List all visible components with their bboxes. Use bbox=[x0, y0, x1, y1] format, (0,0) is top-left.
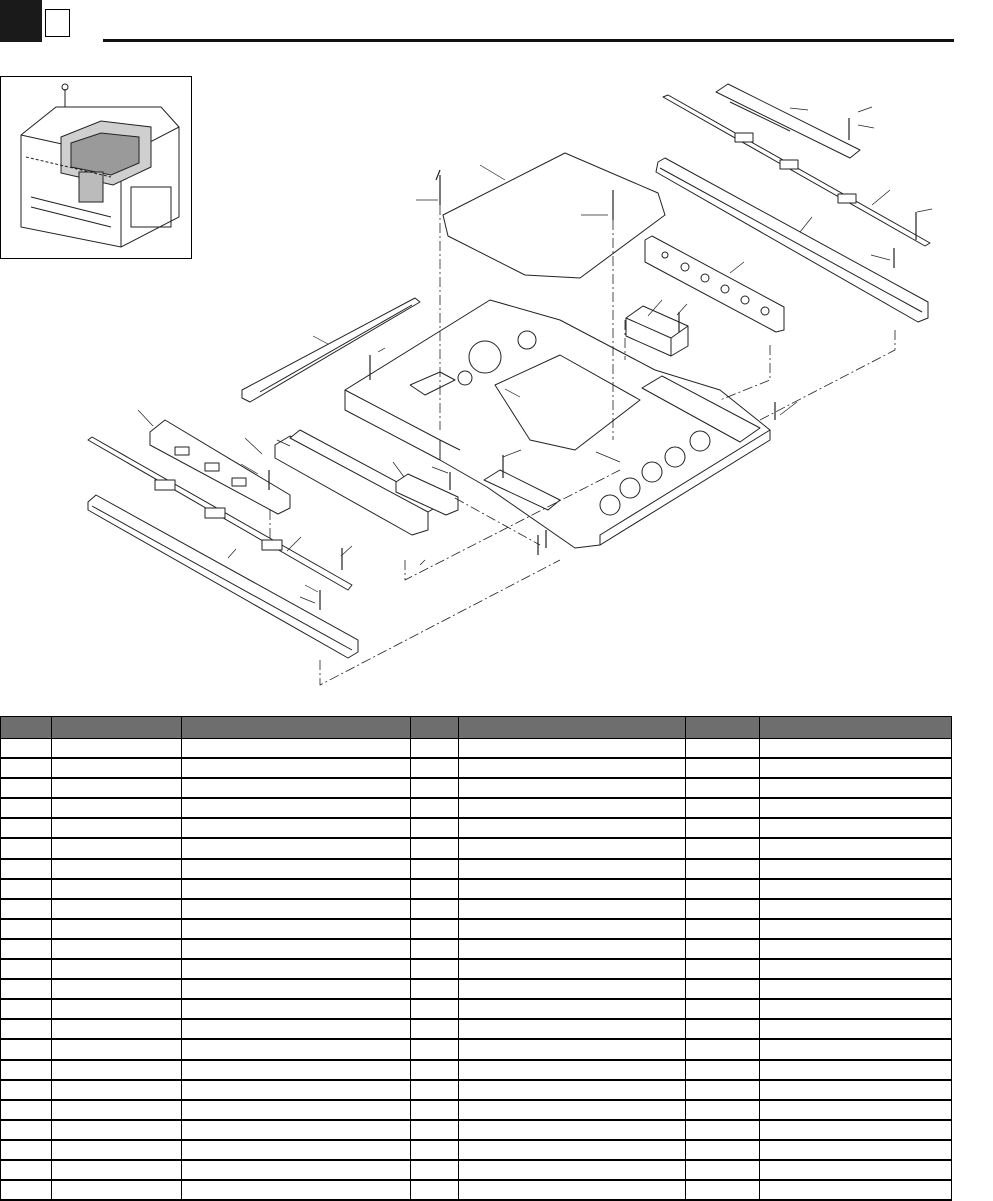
table-cell bbox=[686, 818, 760, 838]
table-cell bbox=[459, 778, 686, 798]
table-cell bbox=[459, 959, 686, 979]
table-cell bbox=[52, 1120, 182, 1140]
table-cell bbox=[760, 1180, 952, 1200]
table-cell bbox=[459, 859, 686, 879]
left-lower-rail bbox=[88, 495, 358, 658]
table-cell bbox=[760, 1100, 952, 1120]
table-cell bbox=[760, 1080, 952, 1100]
table-cell bbox=[411, 899, 459, 919]
column-header bbox=[411, 717, 459, 739]
table-cell bbox=[1, 739, 52, 759]
table-row bbox=[1, 1100, 952, 1120]
table-row bbox=[1, 1039, 952, 1059]
table-cell bbox=[1, 1180, 52, 1200]
table-cell bbox=[760, 899, 952, 919]
table-cell bbox=[459, 798, 686, 818]
table-cell bbox=[52, 778, 182, 798]
parts-table-header bbox=[1, 717, 952, 739]
table-cell bbox=[1, 1019, 52, 1039]
table-cell bbox=[52, 1160, 182, 1180]
table-cell bbox=[1, 979, 52, 999]
table-cell bbox=[182, 778, 411, 798]
table-cell bbox=[686, 798, 760, 818]
table-cell bbox=[686, 979, 760, 999]
table-cell bbox=[1, 1120, 52, 1140]
table-cell bbox=[459, 1039, 686, 1059]
table-cell bbox=[1, 1080, 52, 1100]
table-cell bbox=[182, 879, 411, 899]
column-header bbox=[52, 717, 182, 739]
table-cell bbox=[52, 999, 182, 1019]
table-cell bbox=[459, 939, 686, 959]
table-cell bbox=[686, 1019, 760, 1039]
table-row bbox=[1, 758, 952, 778]
table-cell bbox=[182, 899, 411, 919]
table-row bbox=[1, 798, 952, 818]
table-cell bbox=[1, 999, 52, 1019]
table-row bbox=[1, 859, 952, 879]
table-cell bbox=[52, 1039, 182, 1059]
table-cell bbox=[52, 879, 182, 899]
table-cell bbox=[760, 1140, 952, 1160]
table-row bbox=[1, 919, 952, 939]
table-cell bbox=[686, 939, 760, 959]
table-cell bbox=[459, 919, 686, 939]
column-header bbox=[760, 717, 952, 739]
column-header bbox=[182, 717, 411, 739]
table-cell bbox=[1, 758, 52, 778]
table-cell bbox=[760, 879, 952, 899]
table-row bbox=[1, 1160, 952, 1180]
table-cell bbox=[686, 1100, 760, 1120]
table-row bbox=[1, 1120, 952, 1140]
table-cell bbox=[411, 1100, 459, 1120]
column-header bbox=[686, 717, 760, 739]
table-cell bbox=[182, 859, 411, 879]
table-cell bbox=[411, 1060, 459, 1080]
table-cell bbox=[411, 1180, 459, 1200]
table-cell bbox=[411, 939, 459, 959]
table-row bbox=[1, 1080, 952, 1100]
table-cell bbox=[52, 1140, 182, 1160]
table-cell bbox=[760, 959, 952, 979]
table-cell bbox=[52, 959, 182, 979]
table-cell bbox=[411, 999, 459, 1019]
table-cell bbox=[182, 1019, 411, 1039]
table-cell bbox=[182, 798, 411, 818]
table-cell bbox=[182, 1160, 411, 1180]
table-cell bbox=[459, 1019, 686, 1039]
table-cell bbox=[411, 798, 459, 818]
table-cell bbox=[52, 798, 182, 818]
table-cell bbox=[760, 1120, 952, 1140]
table-cell bbox=[182, 1140, 411, 1160]
table-cell bbox=[686, 899, 760, 919]
parts-list-table bbox=[0, 716, 952, 1201]
table-cell bbox=[52, 939, 182, 959]
table-cell bbox=[411, 778, 459, 798]
table-cell bbox=[411, 1039, 459, 1059]
table-row bbox=[1, 959, 952, 979]
table-cell bbox=[52, 979, 182, 999]
table-cell bbox=[459, 818, 686, 838]
table-cell bbox=[1, 1060, 52, 1080]
top-cover-plate bbox=[443, 153, 665, 278]
table-cell bbox=[1, 798, 52, 818]
table-row bbox=[1, 939, 952, 959]
table-cell bbox=[52, 1080, 182, 1100]
table-cell bbox=[760, 1019, 952, 1039]
table-cell bbox=[182, 758, 411, 778]
table-row bbox=[1, 1180, 952, 1200]
table-cell bbox=[52, 859, 182, 879]
table-cell bbox=[686, 739, 760, 759]
table-cell bbox=[459, 979, 686, 999]
table-cell bbox=[686, 1160, 760, 1180]
table-row bbox=[1, 1140, 952, 1160]
table-cell bbox=[686, 859, 760, 879]
table-cell bbox=[411, 1019, 459, 1039]
table-row bbox=[1, 818, 952, 838]
table-cell bbox=[686, 999, 760, 1019]
table-cell bbox=[182, 739, 411, 759]
table-cell bbox=[1, 859, 52, 879]
table-cell bbox=[411, 859, 459, 879]
left-bracket-plate bbox=[150, 420, 290, 514]
table-cell bbox=[411, 758, 459, 778]
table-cell bbox=[459, 1060, 686, 1080]
table-cell bbox=[760, 758, 952, 778]
table-cell bbox=[1, 1160, 52, 1180]
table-cell bbox=[411, 1160, 459, 1180]
table-cell bbox=[411, 1120, 459, 1140]
table-cell bbox=[52, 899, 182, 919]
table-cell bbox=[1, 939, 52, 959]
table-cell bbox=[182, 1180, 411, 1200]
table-cell bbox=[411, 919, 459, 939]
table-cell bbox=[411, 838, 459, 858]
table-row bbox=[1, 979, 952, 999]
table-cell bbox=[459, 899, 686, 919]
table-cell bbox=[760, 1060, 952, 1080]
table-cell bbox=[459, 758, 686, 778]
table-cell bbox=[1, 919, 52, 939]
table-cell bbox=[686, 959, 760, 979]
table-cell bbox=[1, 899, 52, 919]
table-cell bbox=[52, 919, 182, 939]
table-cell bbox=[760, 778, 952, 798]
table-cell bbox=[52, 758, 182, 778]
table-cell bbox=[760, 979, 952, 999]
column-header bbox=[459, 717, 686, 739]
table-cell bbox=[411, 1140, 459, 1160]
table-cell bbox=[1, 1140, 52, 1160]
table-cell bbox=[459, 999, 686, 1019]
table-cell bbox=[182, 1080, 411, 1100]
table-row bbox=[1, 1019, 952, 1039]
table-cell bbox=[686, 778, 760, 798]
table-cell bbox=[686, 1039, 760, 1059]
column-header bbox=[1, 717, 52, 739]
table-cell bbox=[52, 1060, 182, 1080]
table-cell bbox=[1, 959, 52, 979]
table-cell bbox=[182, 1039, 411, 1059]
table-row bbox=[1, 778, 952, 798]
table-cell bbox=[459, 1080, 686, 1100]
table-cell bbox=[459, 1160, 686, 1180]
table-cell bbox=[686, 838, 760, 858]
upper-right-rail bbox=[663, 84, 930, 246]
table-row bbox=[1, 739, 952, 759]
table-cell bbox=[1, 1100, 52, 1120]
table-cell bbox=[1, 818, 52, 838]
table-cell bbox=[182, 1060, 411, 1080]
table-cell bbox=[182, 838, 411, 858]
table-row bbox=[1, 1060, 952, 1080]
table-cell bbox=[686, 758, 760, 778]
table-cell bbox=[760, 1039, 952, 1059]
table-cell bbox=[760, 999, 952, 1019]
table-cell bbox=[182, 999, 411, 1019]
table-row bbox=[1, 838, 952, 858]
table-cell bbox=[459, 838, 686, 858]
table-cell bbox=[411, 818, 459, 838]
table-cell bbox=[686, 1060, 760, 1080]
table-cell bbox=[760, 859, 952, 879]
table-cell bbox=[760, 739, 952, 759]
table-cell bbox=[182, 939, 411, 959]
table-cell bbox=[760, 919, 952, 939]
table-cell bbox=[1, 778, 52, 798]
table-cell bbox=[411, 739, 459, 759]
parts-table-body bbox=[1, 739, 952, 1201]
table-cell bbox=[686, 1120, 760, 1140]
table-cell bbox=[52, 1100, 182, 1120]
table-cell bbox=[459, 879, 686, 899]
table-cell bbox=[760, 838, 952, 858]
table-cell bbox=[760, 818, 952, 838]
table-cell bbox=[411, 1080, 459, 1100]
table-row bbox=[1, 899, 952, 919]
table-cell bbox=[760, 1160, 952, 1180]
table-cell bbox=[182, 1100, 411, 1120]
table-cell bbox=[52, 739, 182, 759]
table-cell bbox=[411, 879, 459, 899]
upper-right-linear-guide bbox=[656, 158, 928, 322]
table-cell bbox=[1, 879, 52, 899]
table-cell bbox=[459, 1180, 686, 1200]
table-cell bbox=[459, 1100, 686, 1120]
table-cell bbox=[52, 1180, 182, 1200]
table-cell bbox=[182, 1120, 411, 1140]
table-cell bbox=[686, 1080, 760, 1100]
table-row bbox=[1, 999, 952, 1019]
table-cell bbox=[760, 939, 952, 959]
table-cell bbox=[52, 818, 182, 838]
table-cell bbox=[686, 919, 760, 939]
table-cell bbox=[182, 979, 411, 999]
table-cell bbox=[182, 818, 411, 838]
table-cell bbox=[52, 1019, 182, 1039]
table-cell bbox=[686, 1140, 760, 1160]
table-cell bbox=[182, 919, 411, 939]
table-cell bbox=[52, 838, 182, 858]
table-cell bbox=[760, 798, 952, 818]
table-cell bbox=[1, 838, 52, 858]
table-cell bbox=[1, 1039, 52, 1059]
table-cell bbox=[411, 959, 459, 979]
table-row bbox=[1, 879, 952, 899]
table-cell bbox=[411, 979, 459, 999]
table-cell bbox=[459, 1140, 686, 1160]
table-cell bbox=[686, 879, 760, 899]
table-cell bbox=[182, 959, 411, 979]
table-cell bbox=[459, 739, 686, 759]
table-cell bbox=[686, 1180, 760, 1200]
table-cell bbox=[459, 1120, 686, 1140]
